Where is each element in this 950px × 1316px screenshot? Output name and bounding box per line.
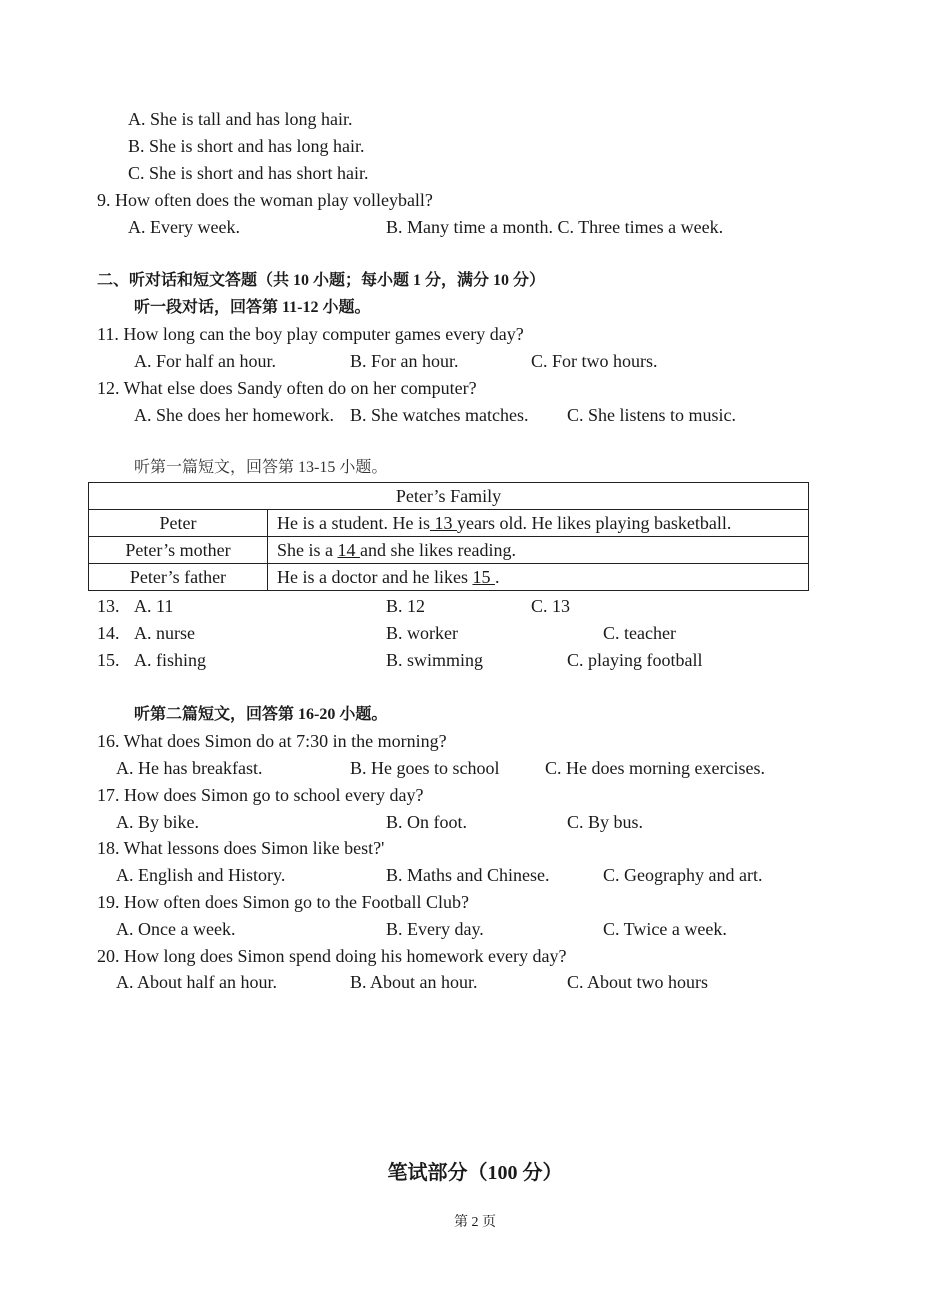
passage2-intro: 听第二篇短文，回答第 16-20 小题。: [134, 706, 388, 723]
section2-heading: 二、听对话和短文答题（共 10 小题；每小题 1 分，满分 10 分）: [97, 272, 546, 289]
q9-option-bc: B. Many time a month. C. Three times a week.: [386, 217, 724, 237]
table-title: Peter’s Family: [89, 483, 809, 510]
q13-option-c: C. 13: [531, 596, 571, 616]
q20-option-c: C. About two hours: [567, 972, 709, 992]
q9-option-a: A. Every week.: [128, 217, 240, 237]
q12-question: 12. What else does Sandy often do on her computer?: [97, 378, 477, 398]
table-row: [89, 537, 809, 564]
blank-14: 14: [337, 539, 360, 560]
q17-option-a: A. By bike.: [116, 812, 199, 832]
q16-option-b: B. He goes to school: [350, 758, 500, 778]
q14-option-c: C. teacher: [603, 623, 676, 643]
q13-option-a: A. 11: [134, 596, 174, 616]
q14-number: 14.: [97, 623, 120, 643]
q18-option-a: A. English and History.: [116, 865, 286, 885]
q13-option-b: B. 12: [386, 596, 426, 616]
q20-option-a: A. About half an hour.: [116, 972, 277, 992]
q15-option-c: C. playing football: [567, 650, 703, 670]
q8-option-a: A. She is tall and has long hair.: [128, 109, 353, 129]
q20-option-b: B. About an hour.: [350, 972, 478, 992]
q8-option-b: B. She is short and has long hair.: [128, 136, 365, 156]
q15-option-b: B. swimming: [386, 650, 484, 670]
q12-option-b: B. She watches matches.: [350, 405, 529, 425]
q8-option-c: C. She is short and has short hair.: [128, 163, 369, 183]
q14-option-a: A. nurse: [134, 623, 195, 643]
q17-option-c: C. By bus.: [567, 812, 644, 832]
q14-option-b: B. worker: [386, 623, 458, 643]
q17-question: 17. How does Simon go to school every day?: [97, 785, 424, 805]
q18-option-b: B. Maths and Chinese.: [386, 865, 550, 885]
q11-option-b: B. For an hour.: [350, 351, 459, 371]
q13-number: 13.: [97, 596, 120, 616]
table-cell-name: Peter’s father: [89, 564, 268, 591]
q11-option-c: C. For two hours.: [531, 351, 658, 371]
q17-option-b: B. On foot.: [386, 812, 467, 832]
table-row: [89, 564, 809, 591]
table-row: [89, 510, 809, 537]
q12-option-a: A. She does her homework.: [134, 405, 334, 425]
q19-option-b: B. Every day.: [386, 919, 484, 939]
page-number: 第 2 页: [454, 1215, 496, 1230]
table-cell-name: Peter: [89, 510, 268, 537]
q11-option-a: A. For half an hour.: [134, 351, 276, 371]
table-cell-description: He is a student. He is 13 years old. He likes playing basketball.: [268, 510, 809, 537]
q15-option-a: A. fishing: [134, 650, 206, 670]
q19-option-c: C. Twice a week.: [603, 919, 727, 939]
table-cell-description: She is a 14 and she likes reading.: [268, 537, 809, 564]
dialogue-intro: 听一段对话，回答第 11-12 小题。: [134, 299, 371, 316]
table-cell-name: Peter’s mother: [89, 537, 268, 564]
q12-option-c: C. She listens to music.: [567, 405, 737, 425]
q11-question: 11. How long can the boy play computer games every day?: [97, 324, 524, 344]
table-cell-description: He is a doctor and he likes 15 .: [268, 564, 809, 591]
written-part-title: 笔试部分（100 分）: [387, 1162, 563, 1184]
q15-number: 15.: [97, 650, 120, 670]
blank-13: 13: [429, 512, 457, 533]
q9-question: 9. How often does the woman play volleyball?: [97, 190, 433, 210]
q18-option-c: C. Geography and art.: [603, 865, 763, 885]
passage1-intro: 听第一篇短文，回答第 13-15 小题。: [134, 459, 388, 476]
blank-15: 15: [472, 566, 495, 587]
q18-question: 18. What lessons does Simon like best?': [97, 838, 385, 858]
q19-option-a: A. Once a week.: [116, 919, 236, 939]
q16-option-c: C. He does morning exercises.: [545, 758, 765, 778]
q16-option-a: A. He has breakfast.: [116, 758, 263, 778]
q20-question: 20. How long does Simon spend doing his homework every day?: [97, 946, 567, 966]
peters-family-table: [88, 482, 809, 591]
q16-question: 16. What does Simon do at 7:30 in the morning?: [97, 731, 447, 751]
q19-question: 19. How often does Simon go to the Football Club?: [97, 892, 469, 912]
